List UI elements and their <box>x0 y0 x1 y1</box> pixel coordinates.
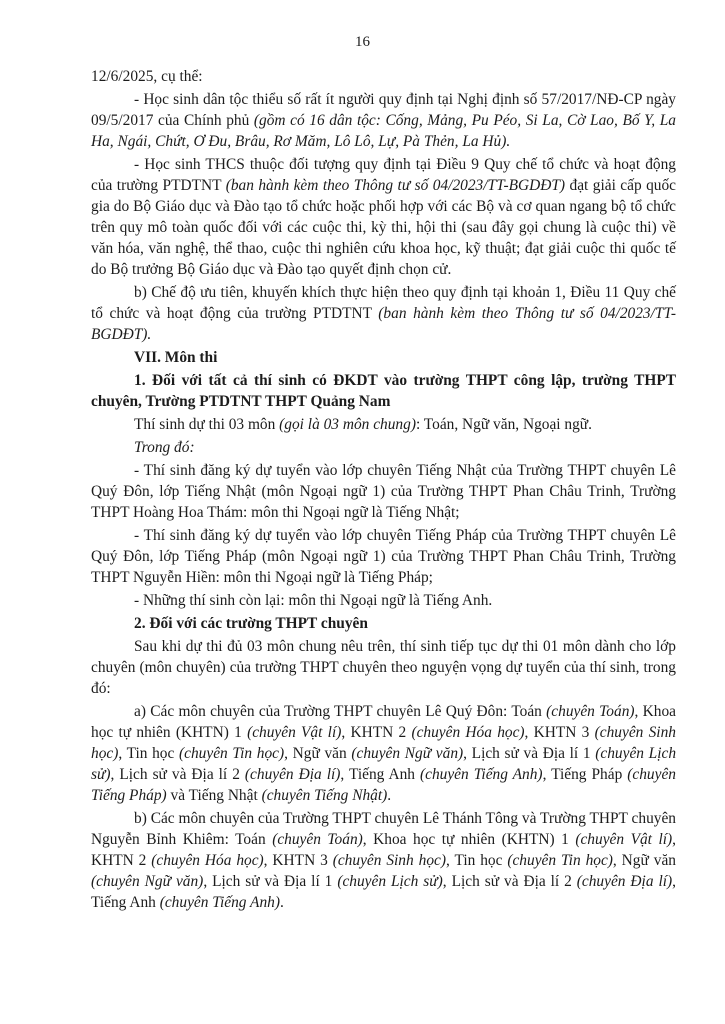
text-run: , Tin học <box>118 745 180 762</box>
text-run: (chuyên Sinh học) <box>332 852 446 869</box>
page-number: 16 <box>355 34 370 50</box>
text-run: . <box>387 787 392 804</box>
text-run: , Ngữ văn <box>284 745 352 762</box>
text-run: (chuyên Toán) <box>272 831 363 848</box>
text-run: (chuyên Lịch sử) <box>91 745 677 783</box>
section-heading-1: 1. Đối với tất cả thí sinh có ĐKDT vào trường THPT công lập, trường THPT chuyên, Trường PTDTNT THPT Quảng Nam <box>91 372 676 410</box>
document-body <box>91 66 676 915</box>
paragraph-ethnic-minority: - Học sinh dân tộc thiểu số rất ít người quy định tại Nghị định số 57/2017/NĐ-CP ngày 09/5/2017 của Chính phủ (gồm có 16 dân tộc: Cống, Mảng, Pu Péo, Si La, Cờ Lao, Bố Y, La Ha, Ngái, Chứt, Ơ Đu, Brâu, Rơ Măm, Lô Lô, Lự, Pà Thẻn, La Hủ). <box>91 91 677 150</box>
text-run: , KHTN 2 <box>91 831 677 869</box>
text-run: a) Các môn chuyên của Trường THPT chuyên Lê Quý Đôn: Toán <box>134 703 547 720</box>
text-run: (chuyên Tiếng Nhật) <box>261 787 388 804</box>
section-heading-vii: VII. Môn thi <box>134 349 218 366</box>
text-run: (chuyên Ngữ văn) <box>351 745 464 762</box>
text-run: (chuyên Toán) <box>546 703 635 720</box>
text-run: (chuyên Vật lí) <box>575 831 673 848</box>
text-run: (chuyên Vật lí) <box>247 724 342 741</box>
paragraph-priority-regime: b) Chế độ ưu tiên, khuyến khích thực hiện theo quy định tại khoản 1, Điều 11 Quy chế tổ chức và hoạt động của trường PTDTNT (ban hành kèm theo Thông tư số 04/2023/TT-BGDĐT). <box>91 284 676 343</box>
text-run: và Tiếng Nhật <box>166 787 262 804</box>
text-run: , Tiếng Pháp <box>542 766 628 783</box>
text-run: (chuyên Tiếng Anh) <box>420 766 543 783</box>
paragraph-three-subjects: Thí sinh dự thi 03 môn (gọi là 03 môn chung): Toán, Ngữ văn, Ngoại ngữ. <box>134 416 592 433</box>
paragraph-japanese: - Thí sinh đăng ký dự tuyển vào lớp chuyên Tiếng Nhật của Trường THPT chuyên Lê Quý Đôn, lớp Tiếng Nhật (môn Ngoại ngữ 1) của Trường THPT Phan Châu Trinh, Trường THPT Hoàng Hoa Thám: môn thi Ngoại ngữ là Tiếng Nhật; <box>91 462 676 521</box>
paragraph-le-thanh-tong <box>91 808 676 913</box>
paragraph-date: 12/6/2025, cụ thể: <box>91 68 203 85</box>
text-run: , Tin học <box>445 852 508 869</box>
text-run: , Lịch sử và Địa lí 2 <box>110 766 245 783</box>
paragraph-trong-do: Trong đó: <box>134 439 195 456</box>
text-run: (chuyên Hóa học) <box>411 724 525 741</box>
text-run: (chuyên Ngữ văn) <box>91 873 204 890</box>
text-run: (chuyên Tin học) <box>507 852 613 869</box>
paragraph-english: - Những thí sinh còn lại: môn thi Ngoại ngữ là Tiếng Anh. <box>134 592 493 609</box>
text-run: , KHTN 2 <box>341 724 412 741</box>
text-run: , Ngữ văn <box>612 852 676 869</box>
text-run: (chuyên Hóa học) <box>151 852 264 869</box>
text-run: , KHTN 3 <box>524 724 595 741</box>
text-run: , Lịch sử và Địa lí 1 <box>203 873 338 890</box>
text-run: , Lịch sử và Địa lí 1 <box>463 745 596 762</box>
text-run: (chuyên Địa lí) <box>576 873 673 890</box>
paragraph-specialized-intro: Sau khi dự thi đủ 03 môn chung nêu trên, thí sinh tiếp tục dự thi 01 môn dành cho lớp chuyên (môn chuyên) của trường THPT chuyên theo nguyện vọng dự tuyển của thí sinh, trong đó: <box>91 638 676 697</box>
text-run: , Tiếng Anh <box>340 766 420 783</box>
text-run: , Khoa học tự nhiên (KHTN) 1 <box>91 703 676 741</box>
text-run: (chuyên Địa lí) <box>244 766 341 783</box>
section-heading-2: 2. Đối với các trường THPT chuyên <box>134 615 368 632</box>
text-run: (chuyên Sinh học) <box>91 724 676 762</box>
paragraph-le-quy-don <box>91 701 676 806</box>
text-run: (chuyên Lịch sử) <box>337 873 443 890</box>
text-run: , Lịch sử và Địa lí 2 <box>442 873 577 890</box>
paragraph-thcs-students: - Học sinh THCS thuộc đối tượng quy định tại Điều 9 Quy chế tổ chức và hoạt động của trường PTDTNT (ban hành kèm theo Thông tư số 04/2023/TT-BGDĐT) đạt giải cấp quốc gia do Bộ Giáo dục và Đào tạo tổ chức hoặc phối hợp với các Bộ và cơ quan ngang bộ tổ chức trên quy mô toàn quốc đối với các cuộc thi, kỳ thi, hội thi (sau đây gọi chung là cuộc thi) về văn hóa, văn nghệ, thể thao, cuộc thi nghiên cứu khoa học, kỹ thuật; đạt giải cuộc thi quốc tế do Bộ trưởng Bộ Giáo dục và Đào tạo quyết định chọn cử. <box>91 156 677 278</box>
text-run: . <box>279 894 284 911</box>
text-run: (chuyên Tiếng Pháp) <box>91 766 676 804</box>
text-run: b) Các môn chuyên của Trường THPT chuyên Lê Thánh Tông và Trường THPT chuyên Nguyễn Bỉnh Khiêm: Toán <box>91 810 676 848</box>
text-run: , KHTN 3 <box>263 852 333 869</box>
text-run: (chuyên Tiếng Anh) <box>159 894 280 911</box>
paragraph-french: - Thí sinh đăng ký dự tuyển vào lớp chuyên Tiếng Pháp của Trường THPT chuyên Lê Quý Đôn, lớp Tiếng Pháp (môn Ngoại ngữ 1) của Trường THPT Phan Châu Trinh, Trường THPT Nguyễn Hiền: môn thi Ngoại ngữ là Tiếng Pháp; <box>91 527 676 586</box>
text-run: , Khoa học tự nhiên (KHTN) 1 <box>362 831 576 848</box>
text-run: (chuyên Tin học) <box>179 745 285 762</box>
text-run: , Tiếng Anh <box>91 873 676 911</box>
